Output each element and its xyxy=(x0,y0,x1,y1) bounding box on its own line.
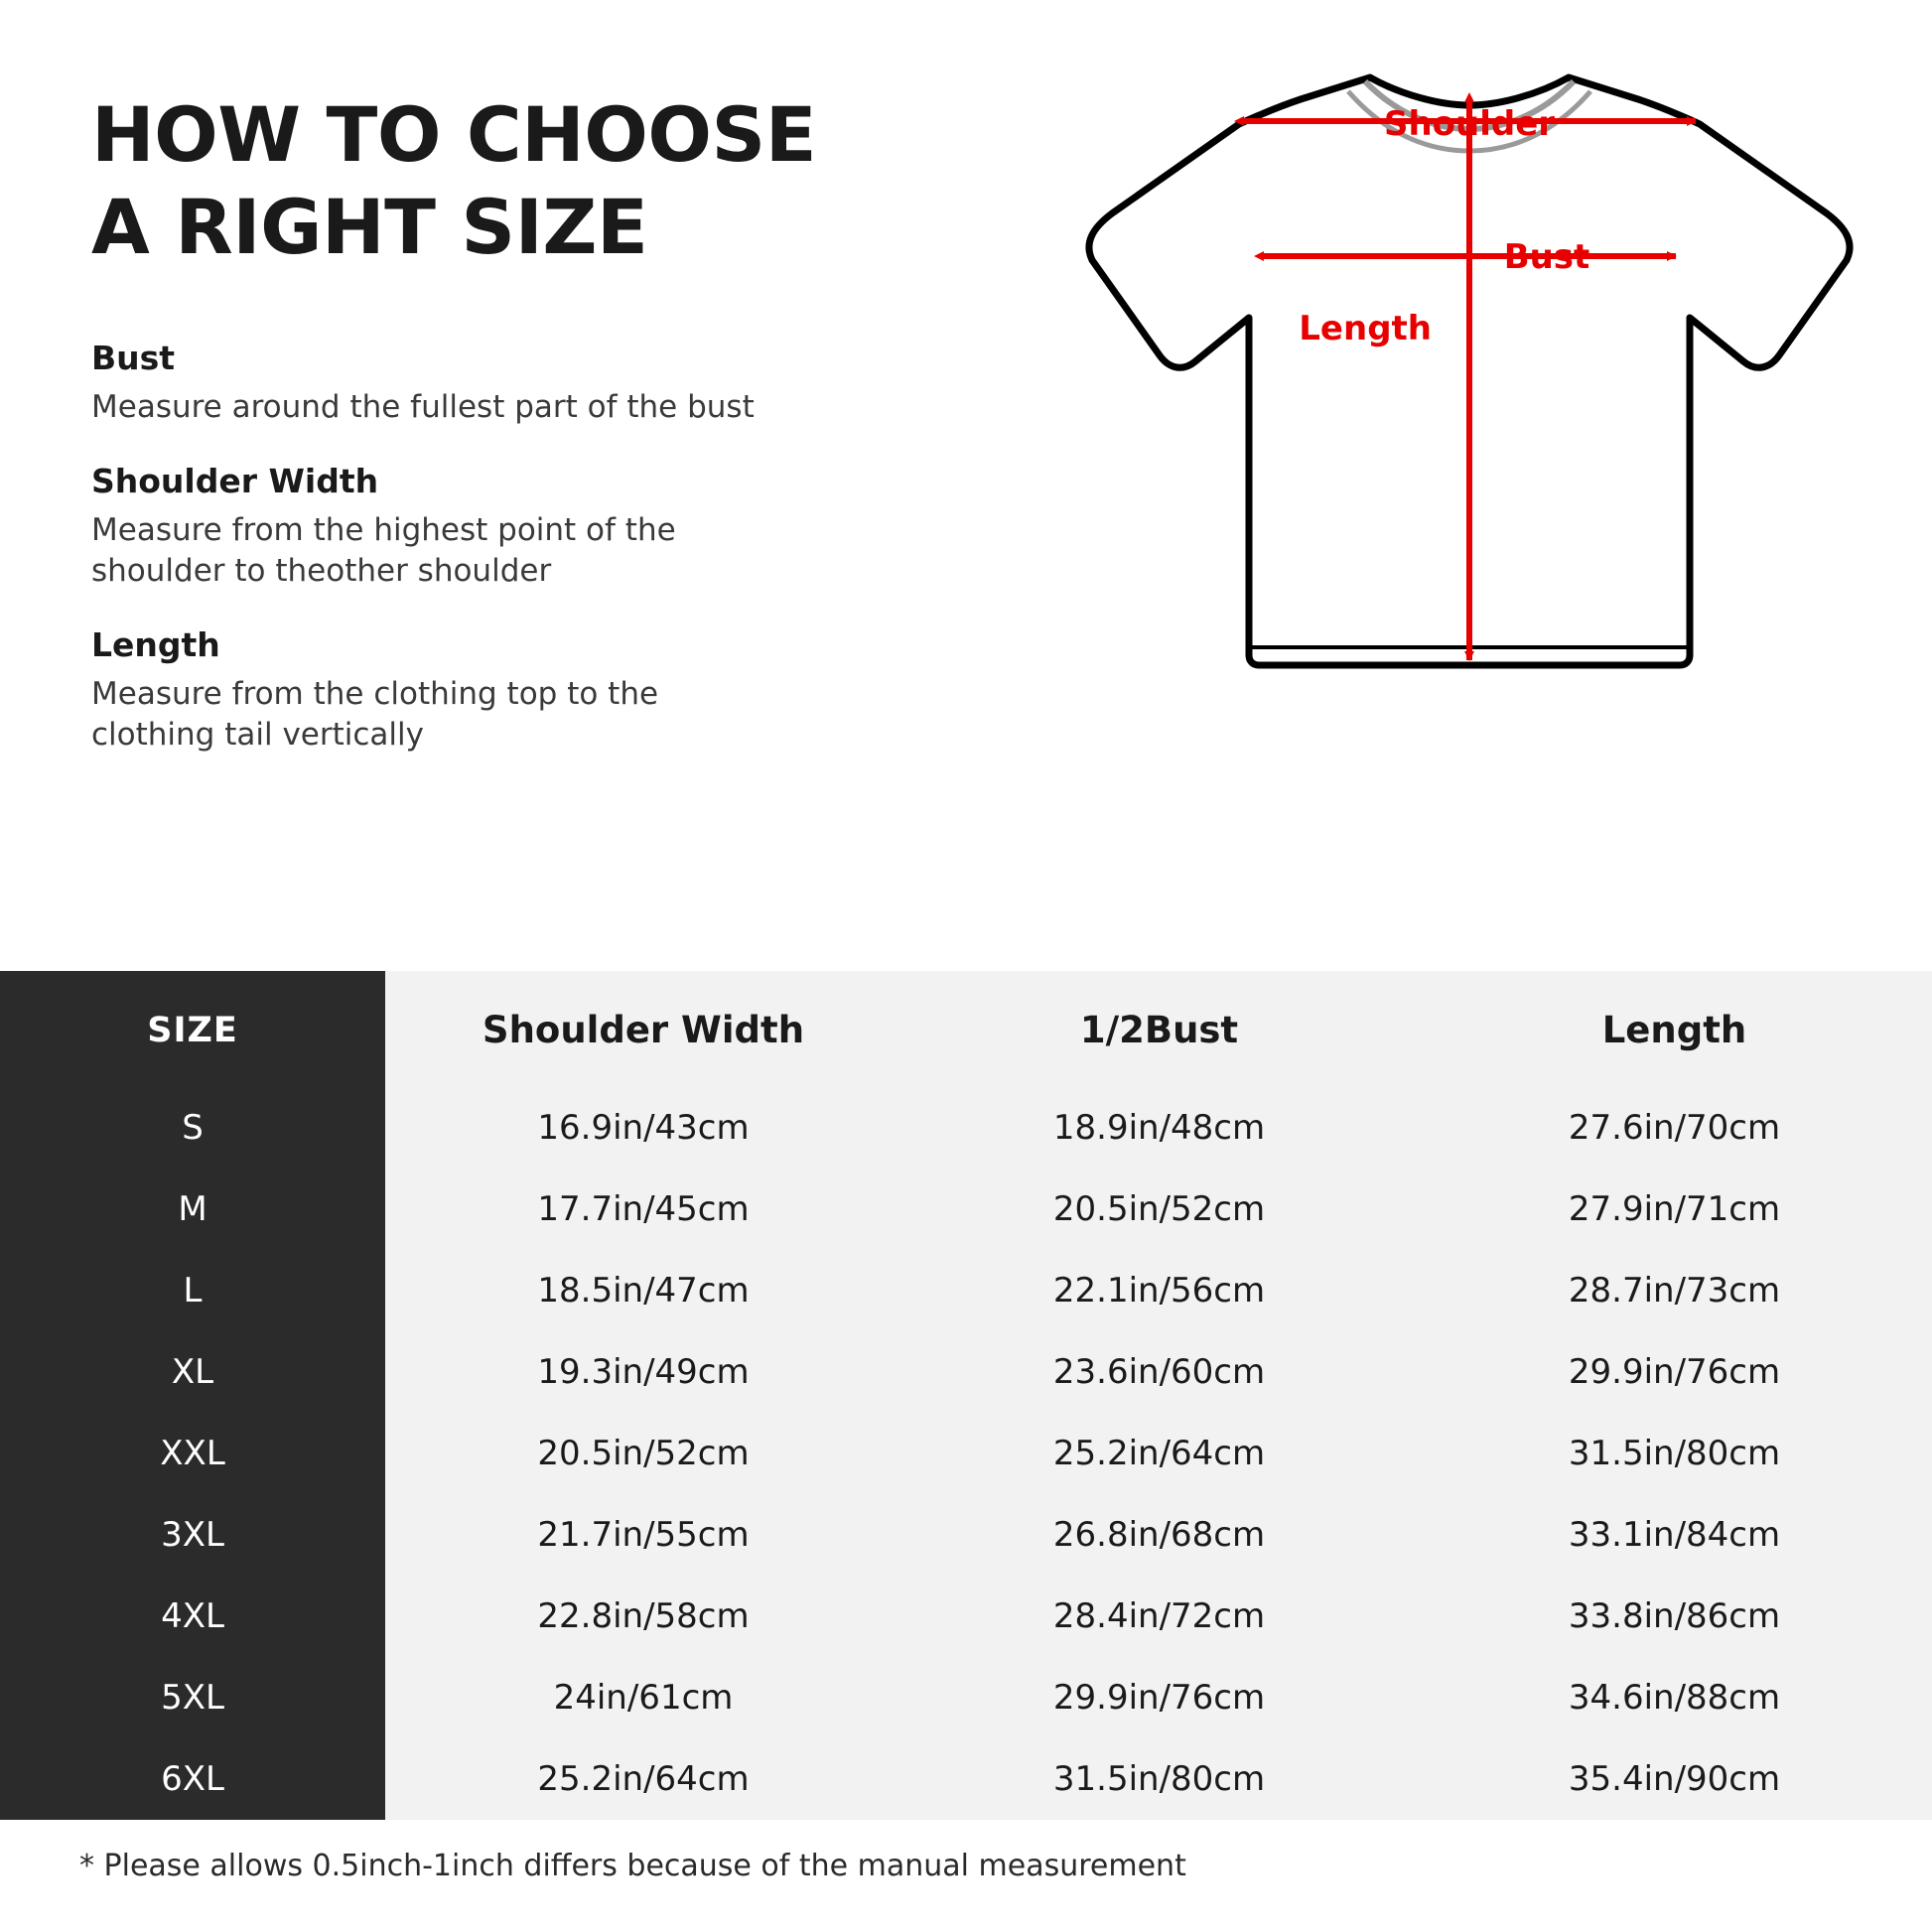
cell-half-bust: 28.4in/72cm xyxy=(901,1576,1417,1657)
cell-half-bust: 29.9in/76cm xyxy=(901,1657,1417,1738)
definition-description: Measure from the clothing top to the clothing tail vertically xyxy=(91,676,659,754)
table-row xyxy=(0,1738,1932,1820)
size-chart-table xyxy=(0,971,1932,1820)
cell-length: 35.4in/90cm xyxy=(1417,1738,1932,1820)
measurement-disclaimer: * Please allows 0.5inch-1inch differs because of the manual measurement xyxy=(79,1849,1186,1883)
cell-half-bust: 22.1in/56cm xyxy=(901,1250,1417,1331)
column-header-length: Length xyxy=(1417,971,1932,1087)
column-header-half-bust: 1/2Bust xyxy=(901,971,1417,1087)
cell-half-bust: 25.2in/64cm xyxy=(901,1413,1417,1494)
definition-term: Bust xyxy=(91,339,176,378)
table-row xyxy=(0,1169,1932,1250)
cell-half-bust: 20.5in/52cm xyxy=(901,1169,1417,1250)
table-row xyxy=(0,1331,1932,1413)
cell-size: L xyxy=(0,1250,385,1331)
shoulder-label: Shoulder xyxy=(1383,104,1556,144)
cell-length: 33.8in/86cm xyxy=(1417,1576,1932,1657)
bust-label: Bust xyxy=(1503,237,1590,277)
cell-half-bust: 23.6in/60cm xyxy=(901,1331,1417,1413)
table-row xyxy=(0,1576,1932,1657)
cell-half-bust: 26.8in/68cm xyxy=(901,1494,1417,1576)
table-row xyxy=(0,1494,1932,1576)
definition-length xyxy=(91,625,973,756)
column-header-size: SIZE xyxy=(0,971,385,1087)
cell-size: 6XL xyxy=(0,1738,385,1820)
cell-size: 4XL xyxy=(0,1576,385,1657)
cell-size: XL xyxy=(0,1331,385,1413)
table-row xyxy=(0,1250,1932,1331)
definition-description: Measure around the fullest part of the bust xyxy=(91,389,755,426)
definition-term: Length xyxy=(91,625,220,665)
cell-length: 33.1in/84cm xyxy=(1417,1494,1932,1576)
definition-description: Measure from the highest point of the shoulder to theother shoulder xyxy=(91,512,676,590)
table-header-row xyxy=(0,971,1932,1087)
cell-size: 3XL xyxy=(0,1494,385,1576)
cell-length: 27.9in/71cm xyxy=(1417,1169,1932,1250)
cell-length: 28.7in/73cm xyxy=(1417,1250,1932,1331)
cell-length: 31.5in/80cm xyxy=(1417,1413,1932,1494)
cell-shoulder-width: 18.5in/47cm xyxy=(385,1250,901,1331)
table-row xyxy=(0,1087,1932,1169)
cell-length: 27.6in/70cm xyxy=(1417,1087,1932,1169)
cell-shoulder-width: 22.8in/58cm xyxy=(385,1576,901,1657)
table-body xyxy=(0,1087,1932,1820)
definition-shoulder-width xyxy=(91,462,973,592)
cell-shoulder-width: 16.9in/43cm xyxy=(385,1087,901,1169)
cell-length: 34.6in/88cm xyxy=(1417,1657,1932,1738)
cell-shoulder-width: 25.2in/64cm xyxy=(385,1738,901,1820)
cell-length: 29.9in/76cm xyxy=(1417,1331,1932,1413)
cell-size: XXL xyxy=(0,1413,385,1494)
instructions-column xyxy=(0,0,973,973)
cell-half-bust: 18.9in/48cm xyxy=(901,1087,1417,1169)
cell-shoulder-width: 17.7in/45cm xyxy=(385,1169,901,1250)
cell-shoulder-width: 21.7in/55cm xyxy=(385,1494,901,1576)
tshirt-measurement-diagram xyxy=(973,40,1932,894)
cell-shoulder-width: 19.3in/49cm xyxy=(385,1331,901,1413)
definition-bust xyxy=(91,339,973,428)
size-chart-table-container xyxy=(0,971,1932,1820)
cell-size: 5XL xyxy=(0,1657,385,1738)
table-row xyxy=(0,1657,1932,1738)
definition-term: Shoulder Width xyxy=(91,462,379,501)
cell-half-bust: 31.5in/80cm xyxy=(901,1738,1417,1820)
length-label: Length xyxy=(1299,309,1432,348)
column-header-shoulder-width: Shoulder Width xyxy=(385,971,901,1087)
cell-size: M xyxy=(0,1169,385,1250)
cell-shoulder-width: 20.5in/52cm xyxy=(385,1413,901,1494)
table-row xyxy=(0,1413,1932,1494)
cell-size: S xyxy=(0,1087,385,1169)
cell-shoulder-width: 24in/61cm xyxy=(385,1657,901,1738)
page-title: HOW TO CHOOSE A RIGHT SIZE xyxy=(91,90,817,271)
diagram-column xyxy=(973,0,1932,973)
